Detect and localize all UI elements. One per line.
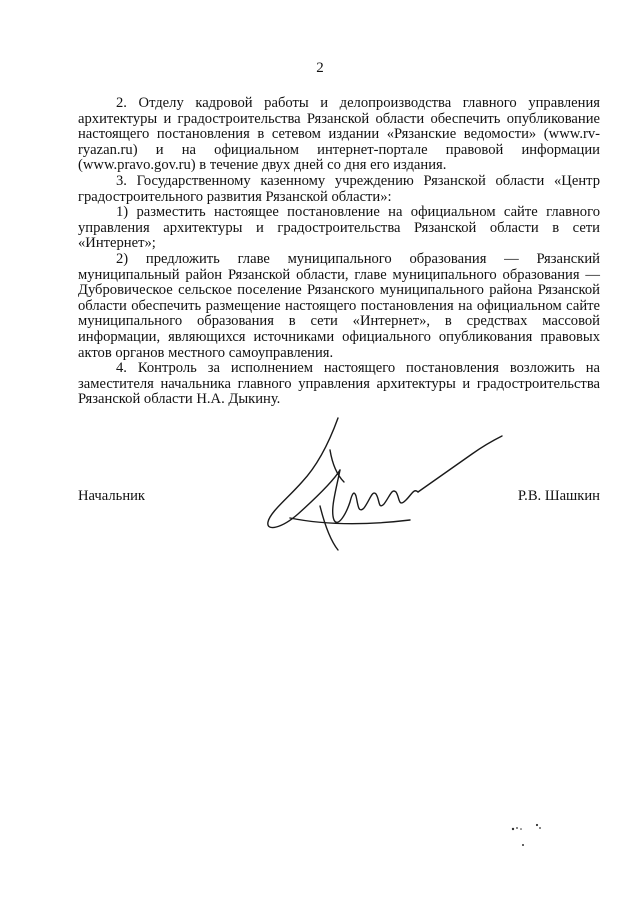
paragraph-3: 3. Государственному казенному учреждению Рязанской области «Центр градостроительного развития Рязанской области»: bbox=[78, 172, 600, 205]
paragraph-3-1: 1) разместить настоящее постановление на официальном сайте главного управления архитектуры и градостроительства Рязанской области в сети «Интернет»; bbox=[78, 204, 600, 252]
document-body bbox=[78, 96, 600, 408]
scan-specks bbox=[505, 815, 555, 855]
page-number: 2 bbox=[316, 60, 324, 76]
position-title: Начальник bbox=[78, 488, 146, 504]
paragraph-2: 2. Отделу кадровой работы и делопроизводства главного управления архитектуры и градостроительства Рязанской области обеспечить опубликование настоящего постановления в сетевом издании «Рязанские ведомости» (www.rv-ryazan.ru) и на официальном интернет-портале правовой информации (www.pravo.gov.ru) в течение двух дней со дня его издания. bbox=[78, 95, 600, 174]
handwritten-signature bbox=[260, 410, 510, 560]
paragraph-3-2: 2) предложить главе муниципального образования — Рязанский муниципальный район Рязанской области, главе муниципального образования — Дубровическое сельское поселение Рязанского муниципального района Рязанской области обеспечить размещение настоящего постановления на официальном сайте муниципального образования в сети «Интернет», в средствах массовой информации, являющихся источниками официального опубликования правовых актов органов местного самоуправления. bbox=[78, 250, 600, 361]
signer-name: Р.В. Шашкин bbox=[517, 488, 600, 504]
paragraph-4: 4. Контроль за исполнением настоящего постановления возложить на заместителя начальника главного управления архитектуры и градостроительства Рязанской области Н.А. Дыкину. bbox=[78, 360, 600, 408]
